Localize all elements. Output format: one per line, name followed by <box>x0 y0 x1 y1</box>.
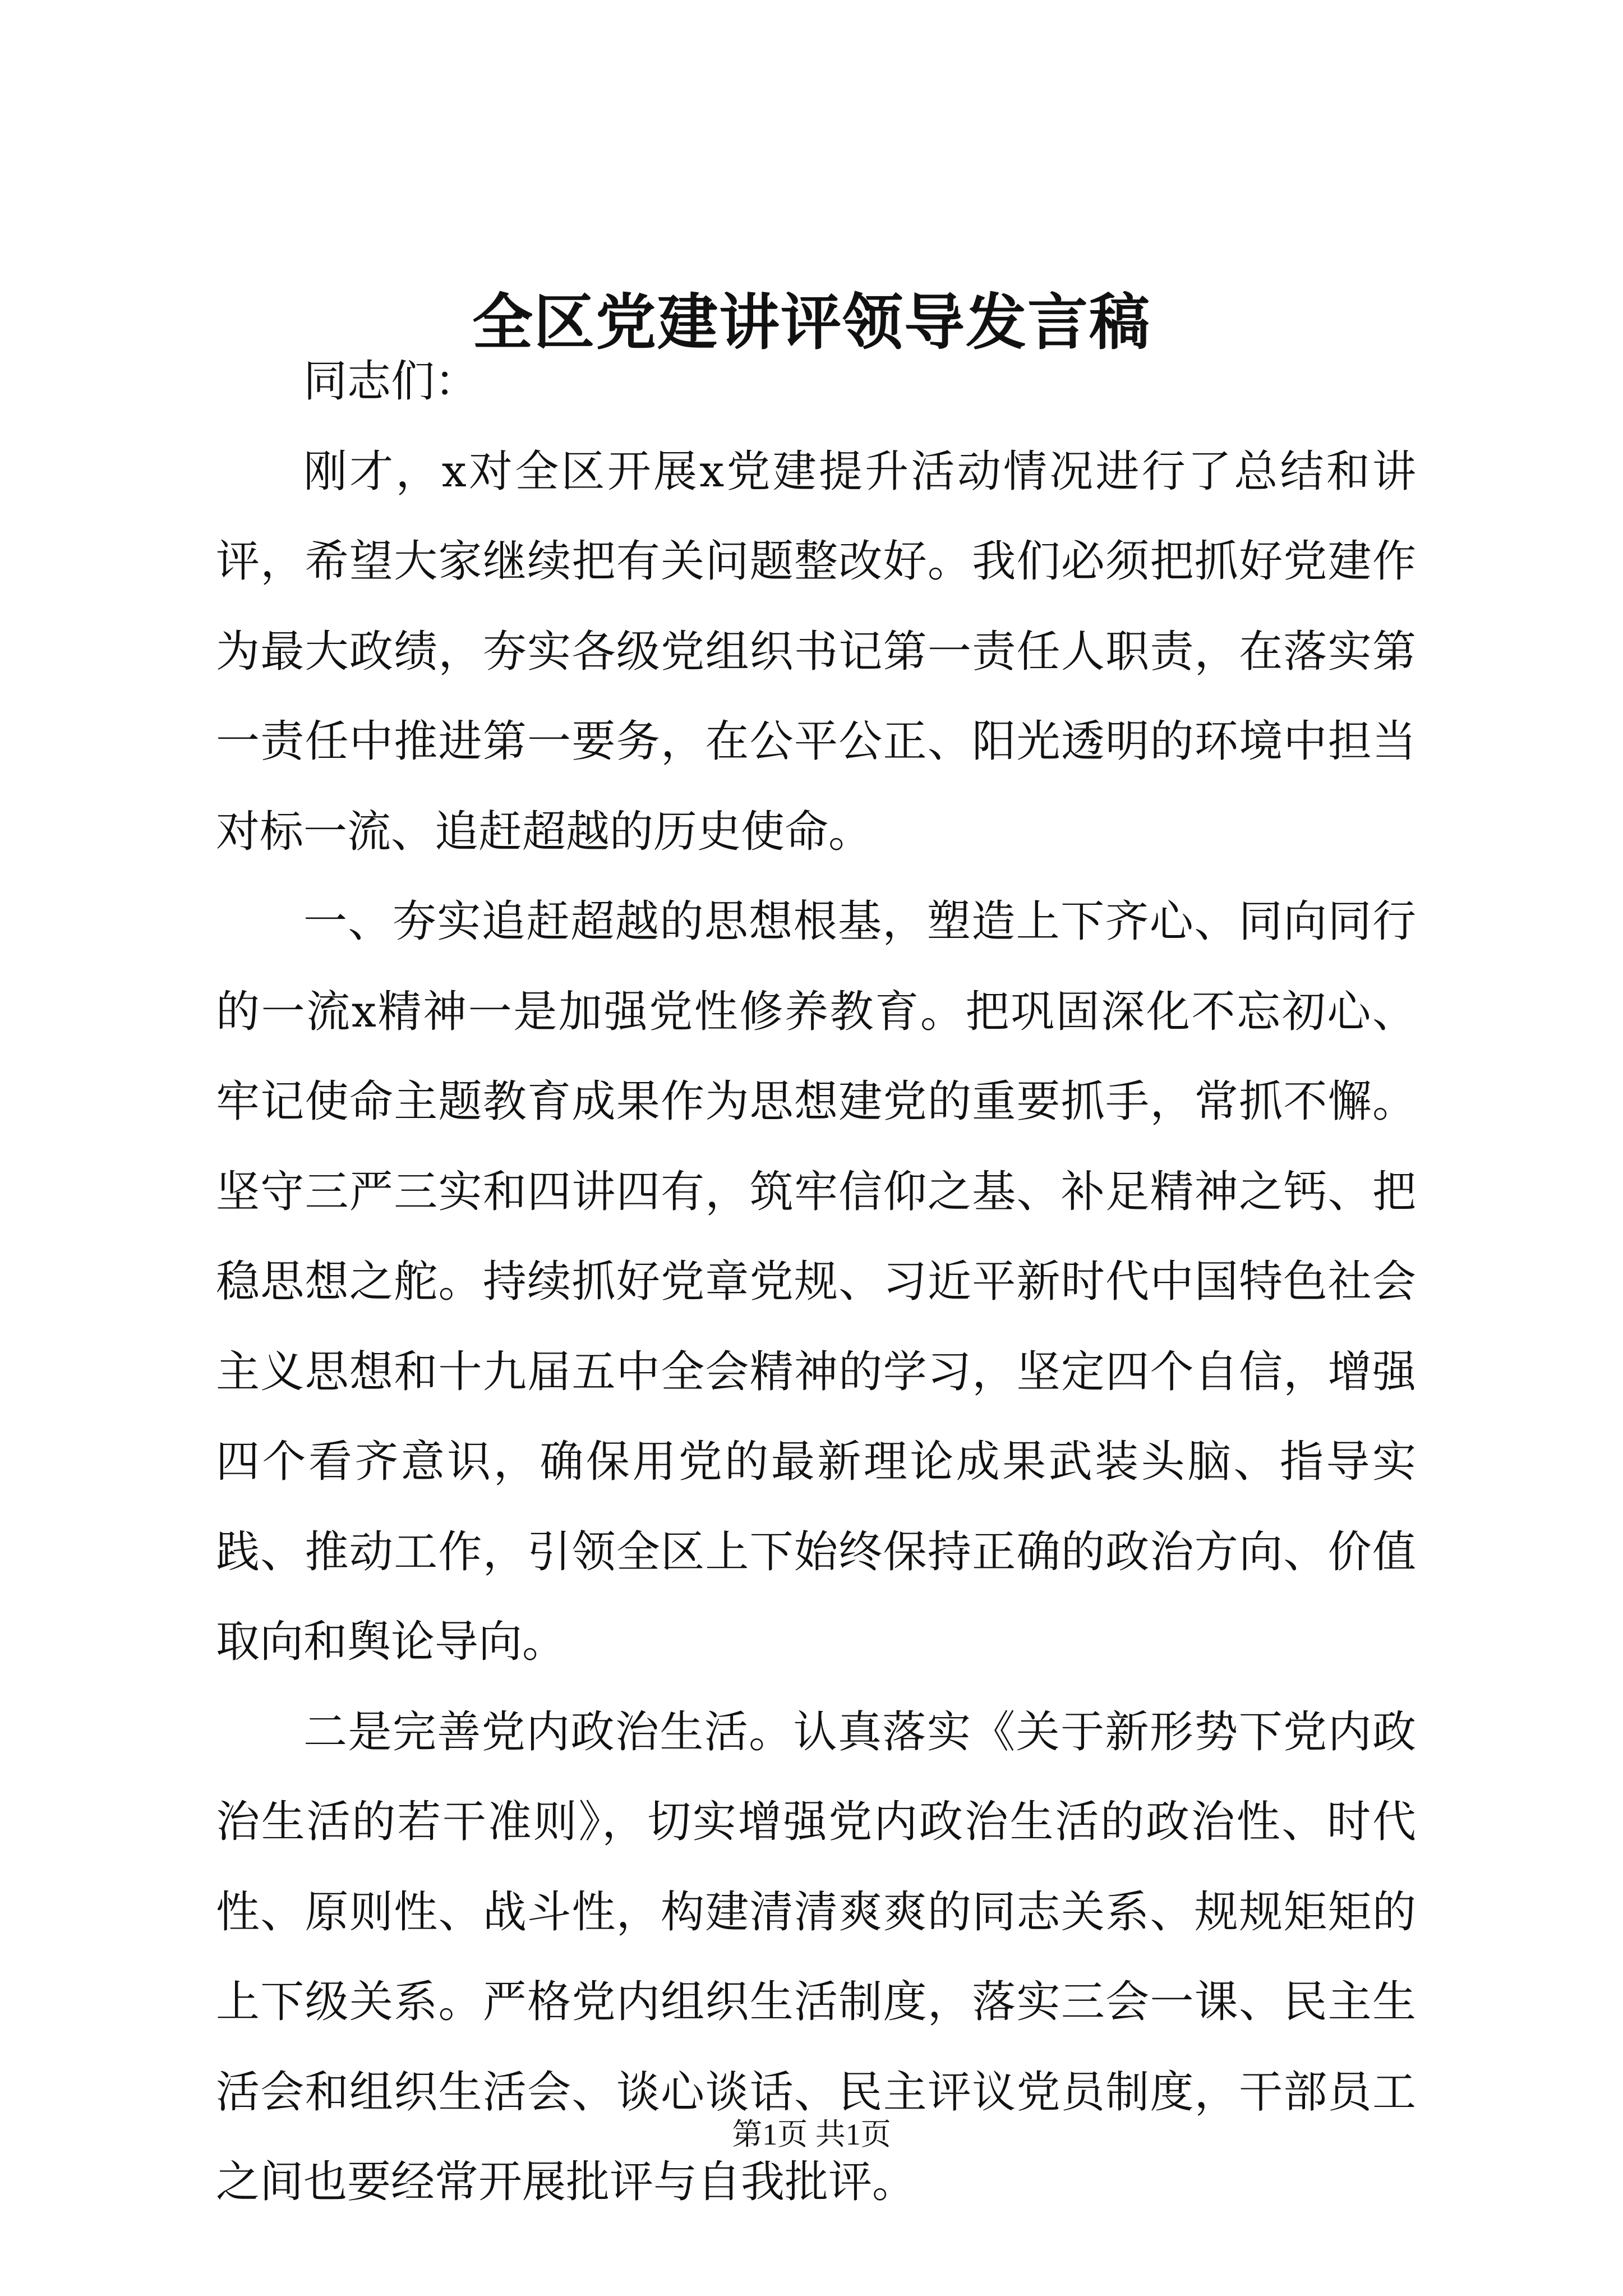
document-body <box>216 337 1416 2228</box>
paragraph-section-one: 一、夯实追赶超越的思想根基，塑造上下齐心、同向同行的一流x精神一是加强党性修养教育。把巩固深化不忘初心、牢记使命主题教育成果作为思想建党的重要抓手，常抓不懈。坚守三严三实和四讲四有，筑牢信仰之基、补足精神之钙、把稳思想之舵。持续抓好党章党规、习近平新时代中国特色社会主义思想和十九届五中全会精神的学习，坚定四个自信，增强四个看齐意识，确保用党的最新理论成果武装头脑、指导实践、推动工作，引领全区上下始终保持正确的政治方向、价值取向和舆论导向。 <box>216 896 1416 1667</box>
page-footer: 第1页 共1页 <box>732 2118 891 2151</box>
paragraph-section-two: 二是完善党内政治生活。认真落实《关于新形势下党内政治生活的若干准则》，切实增强党内政治生活的政治性、时代性、原则性、战斗性，构建清清爽爽的同志关系、规规矩矩的上下级关系。严格党内组织生活制度，落实三会一课、民主生活会和组织生活会、谈心谈话、民主评议党员制度，干部员工之间也要经常开展批评与自我批评。 <box>216 1706 1416 2207</box>
salutation: 同志们： <box>303 356 479 407</box>
paragraph-intro: 刚才，x对全区开展x党建提升活动情况进行了总结和讲评，希望大家继续把有关问题整改好。我们必须把抓好党建作为最大政绩，夯实各级党组织书记第一责任人职责，在落实第一责任中推进第一要务，在公平公正、阳光透明的环境中担当对标一流、追赶超越的历史使命。 <box>216 446 1416 857</box>
document-title: 全区党建讲评领导发言稿 <box>472 287 1151 358</box>
